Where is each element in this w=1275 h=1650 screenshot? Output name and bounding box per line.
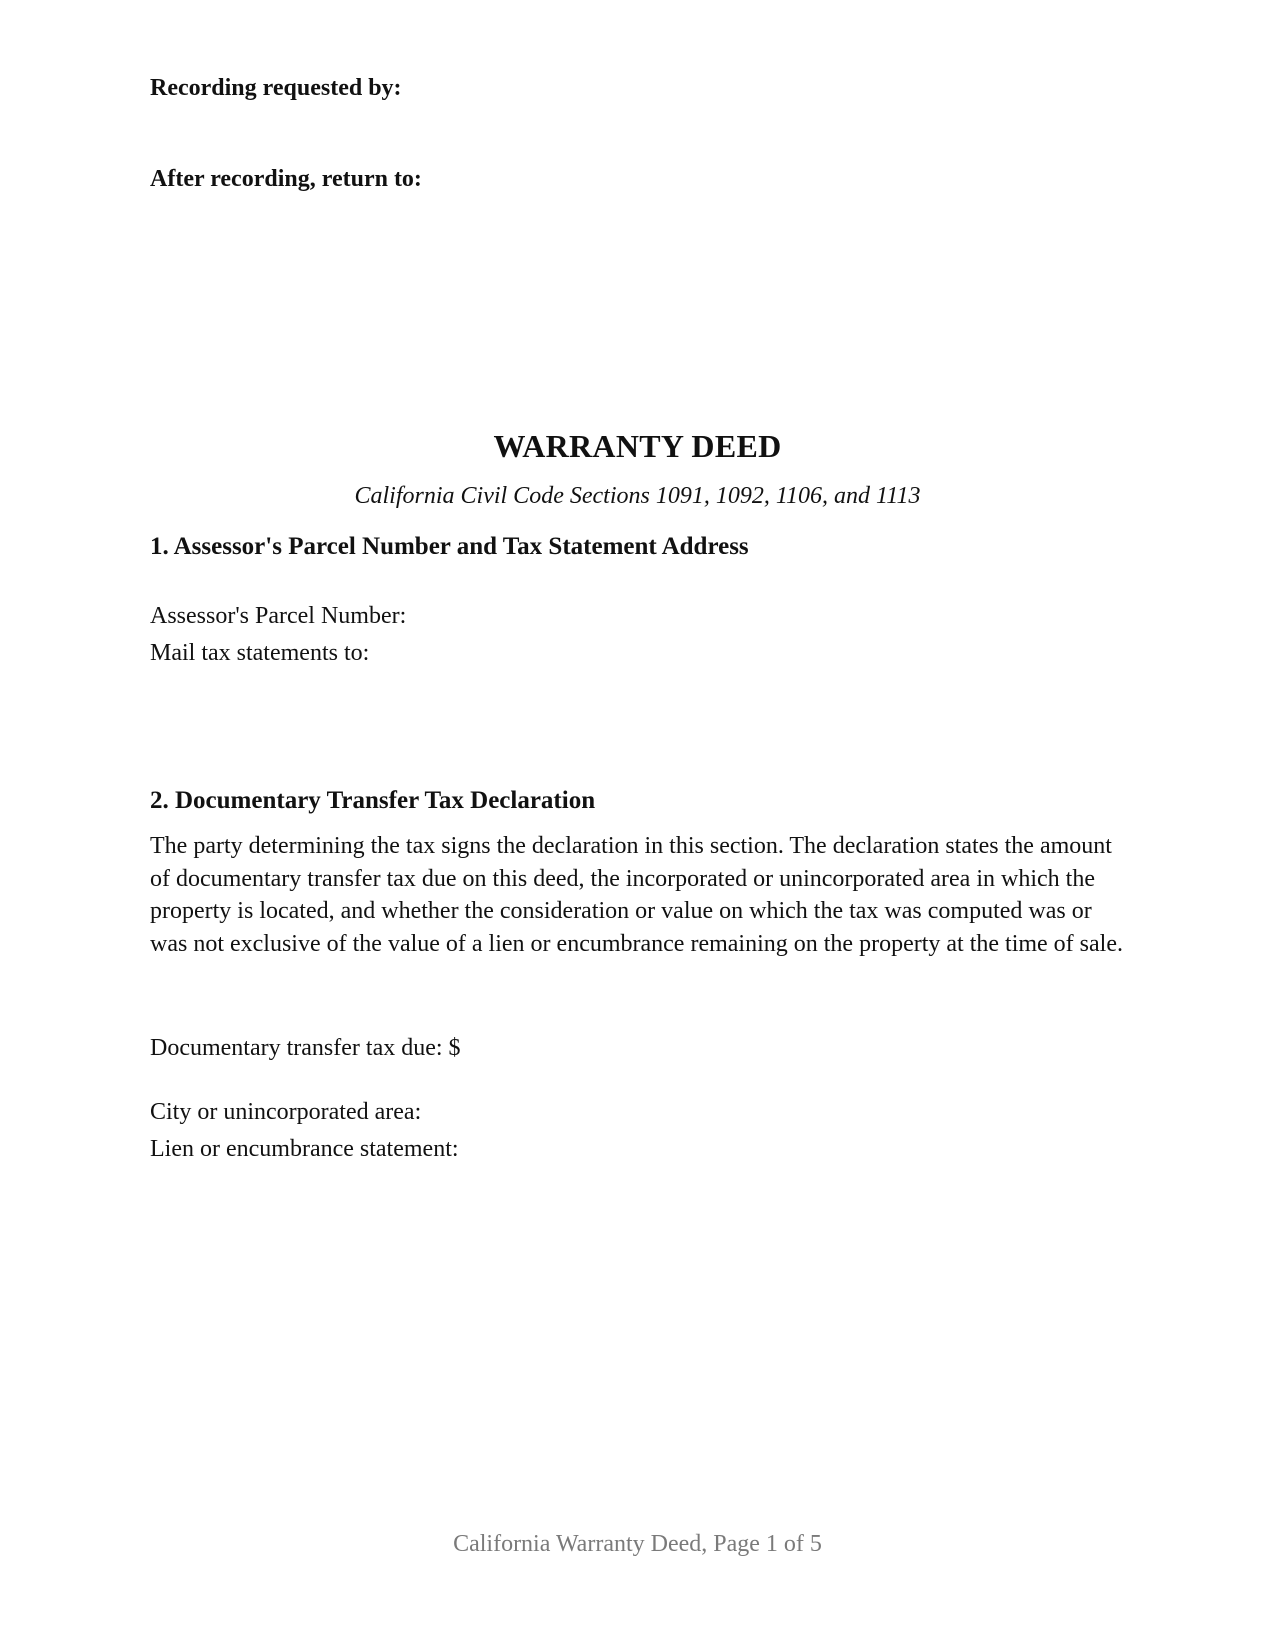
section-1-heading: 1. Assessor's Parcel Number and Tax Statement Address <box>150 533 749 560</box>
apn-label: Assessor's Parcel Number: <box>150 603 407 629</box>
city-area-label: City or unincorporated area: <box>150 1099 422 1125</box>
mail-tax-statements-field <box>150 637 369 670</box>
lien-statement-field <box>150 1133 459 1166</box>
tax-due-field <box>150 1032 461 1065</box>
page-footer: California Warranty Deed, Page 1 of 5 <box>453 1531 822 1557</box>
city-area-field <box>150 1096 421 1129</box>
tax-due-label: Documentary transfer tax due: $ <box>150 1035 461 1061</box>
section-2-heading: 2. Documentary Transfer Tax Declaration <box>150 787 596 814</box>
lien-statement-label: Lien or encumbrance statement: <box>150 1136 459 1162</box>
recording-requested-by-label: Recording requested by: <box>150 75 402 101</box>
document-subtitle: California Civil Code Sections 1091, 1092, 1106, and 1113 <box>354 483 921 509</box>
document-title: WARRANTY DEED <box>493 428 782 464</box>
after-recording-return-to-label: After recording, return to: <box>150 166 422 192</box>
apn-field <box>150 600 406 633</box>
mail-tax-statements-label: Mail tax statements to: <box>150 640 370 666</box>
tax-declaration-paragraph: The party determining the tax signs the declaration in this section. The declaration states the amount of documentary transfer tax due on this deed, the incorporated or unincorporated area in which the property is located, and whether the consideration or value on which the tax was computed was or was not exclusive of the value of a lien or encumbrance remaining on the property at the time of sale. <box>150 833 1123 957</box>
